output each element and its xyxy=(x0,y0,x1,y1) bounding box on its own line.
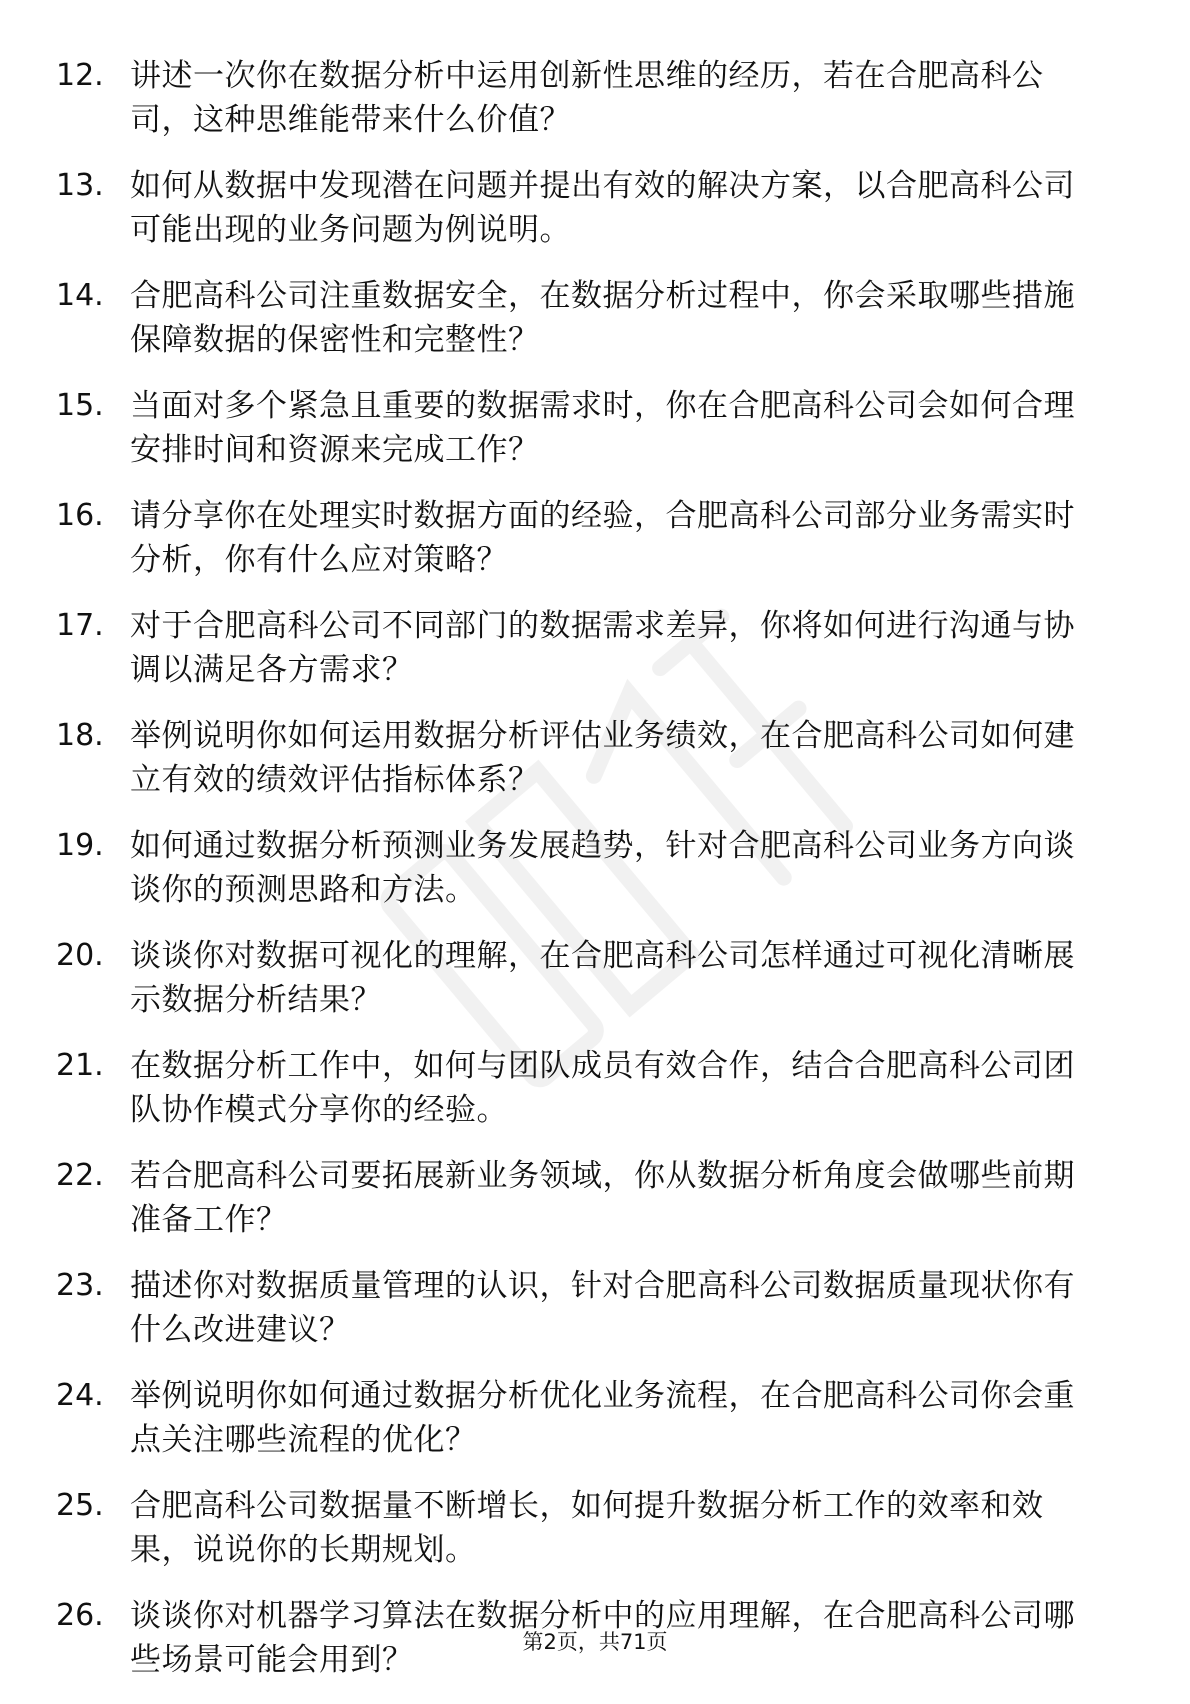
list-item xyxy=(56,714,1116,802)
question-text: 举例说明你如何运用数据分析评估业务绩效，在合肥高科公司如何建立有效的绩效评估指标体系？ xyxy=(130,718,1075,798)
list-item xyxy=(56,604,1116,692)
question-number: 21. xyxy=(56,1048,104,1083)
question-text: 当面对多个紧急且重要的数据需求时，你在合肥高科公司会如何合理安排时间和资源来完成工作？ xyxy=(130,388,1075,468)
page-footer xyxy=(0,1626,1190,1656)
question-text: 在数据分析工作中，如何与团队成员有效合作，结合合肥高科公司团队协作模式分享你的经验。 xyxy=(130,1048,1075,1128)
list-item xyxy=(56,1264,1116,1352)
list-item xyxy=(56,1154,1116,1242)
question-number: 15. xyxy=(56,388,104,423)
question-text: 合肥高科公司数据量不断增长，如何提升数据分析工作的效率和效果，说说你的长期规划。 xyxy=(130,1488,1044,1568)
question-text: 谈谈你对数据可视化的理解，在合肥高科公司怎样通过可视化清晰展示数据分析结果？ xyxy=(130,938,1075,1018)
list-item xyxy=(56,274,1116,362)
question-text: 如何通过数据分析预测业务发展趋势，针对合肥高科公司业务方向谈谈你的预测思路和方法。 xyxy=(130,828,1075,908)
question-text: 请分享你在处理实时数据方面的经验，合肥高科公司部分业务需实时分析，你有什么应对策略？ xyxy=(130,498,1075,578)
question-number: 24. xyxy=(56,1378,104,1413)
list-item xyxy=(56,54,1116,142)
question-number: 23. xyxy=(56,1268,104,1303)
list-item xyxy=(56,824,1116,912)
list-item xyxy=(56,1374,1116,1462)
question-number: 14. xyxy=(56,278,104,313)
page-number-label: 第2页，共71页 xyxy=(522,1630,668,1654)
question-number: 17. xyxy=(56,608,104,643)
question-text: 如何从数据中发现潜在问题并提出有效的解决方案，以合肥高科公司可能出现的业务问题为例说明。 xyxy=(130,168,1075,248)
question-number: 26. xyxy=(56,1598,104,1633)
question-number: 18. xyxy=(56,718,104,753)
question-number: 13. xyxy=(56,168,104,203)
list-item xyxy=(56,934,1116,1022)
list-item xyxy=(56,164,1116,252)
list-item xyxy=(56,384,1116,472)
list-item xyxy=(56,1484,1116,1572)
question-text: 描述你对数据质量管理的认识，针对合肥高科公司数据质量现状你有什么改进建议？ xyxy=(130,1268,1075,1348)
question-number: 22. xyxy=(56,1158,104,1193)
question-number: 12. xyxy=(56,58,104,93)
question-list xyxy=(56,54,1116,1704)
question-text: 讲述一次你在数据分析中运用创新性思维的经历，若在合肥高科公司，这种思维能带来什么价值？ xyxy=(130,58,1044,138)
list-item xyxy=(56,494,1116,582)
question-text: 若合肥高科公司要拓展新业务领域，你从数据分析角度会做哪些前期准备工作？ xyxy=(130,1158,1075,1238)
question-number: 20. xyxy=(56,938,104,973)
question-number: 25. xyxy=(56,1488,104,1523)
question-text: 对于合肥高科公司不同部门的数据需求差异，你将如何进行沟通与协调以满足各方需求？ xyxy=(130,608,1075,688)
question-text: 谈谈你对机器学习算法在数据分析中的应用理解，在合肥高科公司哪些场景可能会用到？ xyxy=(130,1598,1075,1678)
question-number: 16. xyxy=(56,498,104,533)
question-text: 合肥高科公司注重数据安全，在数据分析过程中，你会采取哪些措施保障数据的保密性和完整性？ xyxy=(130,278,1075,358)
question-text: 举例说明你如何通过数据分析优化业务流程，在合肥高科公司你会重点关注哪些流程的优化？ xyxy=(130,1378,1075,1458)
list-item xyxy=(56,1044,1116,1132)
question-number: 19. xyxy=(56,828,104,863)
